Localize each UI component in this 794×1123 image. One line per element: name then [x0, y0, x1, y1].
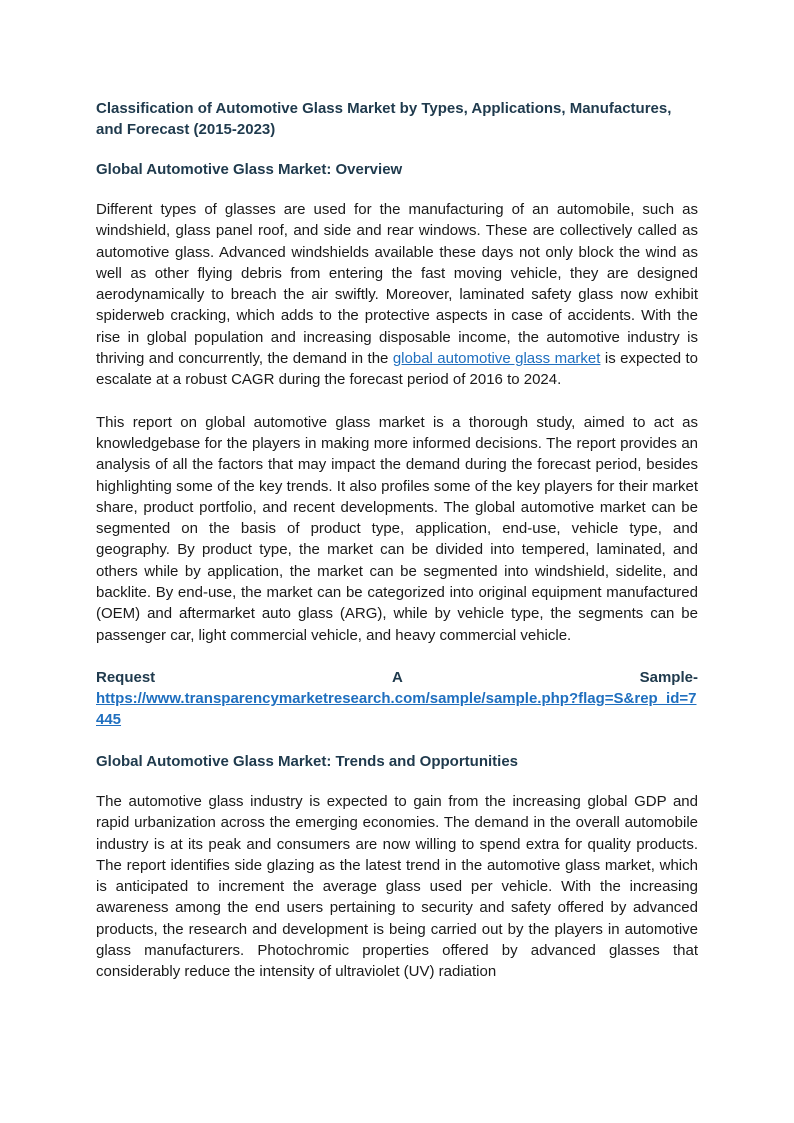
global-automotive-glass-market-link[interactable]: global automotive glass market — [392, 350, 601, 368]
overview-paragraph-1 — [96, 199, 698, 391]
sample-word: Sample- — [639, 668, 698, 686]
overview-paragraph-2: This report on global automotive glass market is a thorough study, aimed to act as knowledgebase for the players in making more informed decisions. The report provides an analysis of all the factors that may impact the demand during the forecast period, besides highlighting some of the key trends. It also profiles some of the key players for their market share, product portfolio, and recent developments. The global automotive market can be segmented on the basis of product type, application, end-use, vehicle type, and geography. By product type, the market can be divided into tempered, laminated, and others while by application, the market can be segmented into windshield, sidelite, and backlite. By end-use, the market can be categorized into original equipment manufactured (OEM) and aftermarket auto glass (ARG), while by vehicle type, the segments can be passenger car, light commercial vehicle, and heavy commercial vehicle. — [96, 413, 698, 644]
trends-paragraph-1: The automotive glass industry is expected to gain from the increasing global GDP and rapid urbanization across the emerging economies. The demand in the overall automobile industry is at its peak and consumers are now willing to spend extra for quality products. The report identifies side glazing as the latest trend in the automotive glass market, which is anticipated to increment the average glass used per vehicle. With the increasing awareness among the end users pertaining to security and safety offered by advanced products, the research and development is being carried out by the players in automotive glass manufacturers. Photochromic properties offered by advanced glasses that considerably reduce the intensity of ultraviolet (UV) radiation — [96, 792, 698, 981]
document-page — [96, 98, 698, 983]
request-sample-line — [96, 667, 698, 688]
request-sample-link[interactable]: https://www.transparencymarketresearch.com/sample/sample.php?flag=S&rep_id=7445 — [96, 689, 697, 728]
a-word: A — [391, 668, 403, 686]
overview-p1-text-end: is expected to escalate at a robust CAGR during the forecast period of 2016 to 2024. — [96, 350, 698, 389]
request-word: Request — [96, 668, 156, 686]
trends-heading: Global Automotive Glass Market: Trends and Opportunities — [96, 752, 519, 770]
overview-heading: Global Automotive Glass Market: Overview — [96, 161, 403, 178]
overview-p1-text-start: Different types of glasses are used for the manufacturing of an automobile, such as windshield, glass panel roof, and side and rear windows. These are collectively called as automotive glass. Advanced windshields available these days not only block the wind as well as other flying debris from entering the fast moving vehicle, they are designed aerodynamically to breach the air swiftly. Moreover, laminated safety glass now exhibit spiderweb cracking, which adds to the protective aspects in case of accidents. With the rise in global population and increasing disposable income, the automotive industry is thriving and concurrently, the demand in the — [96, 201, 698, 368]
request-sample-block — [96, 667, 698, 730]
document-title: Classification of Automotive Glass Market by Types, Applications, Manufactures, and Forecast (2015-2023) — [96, 100, 672, 138]
